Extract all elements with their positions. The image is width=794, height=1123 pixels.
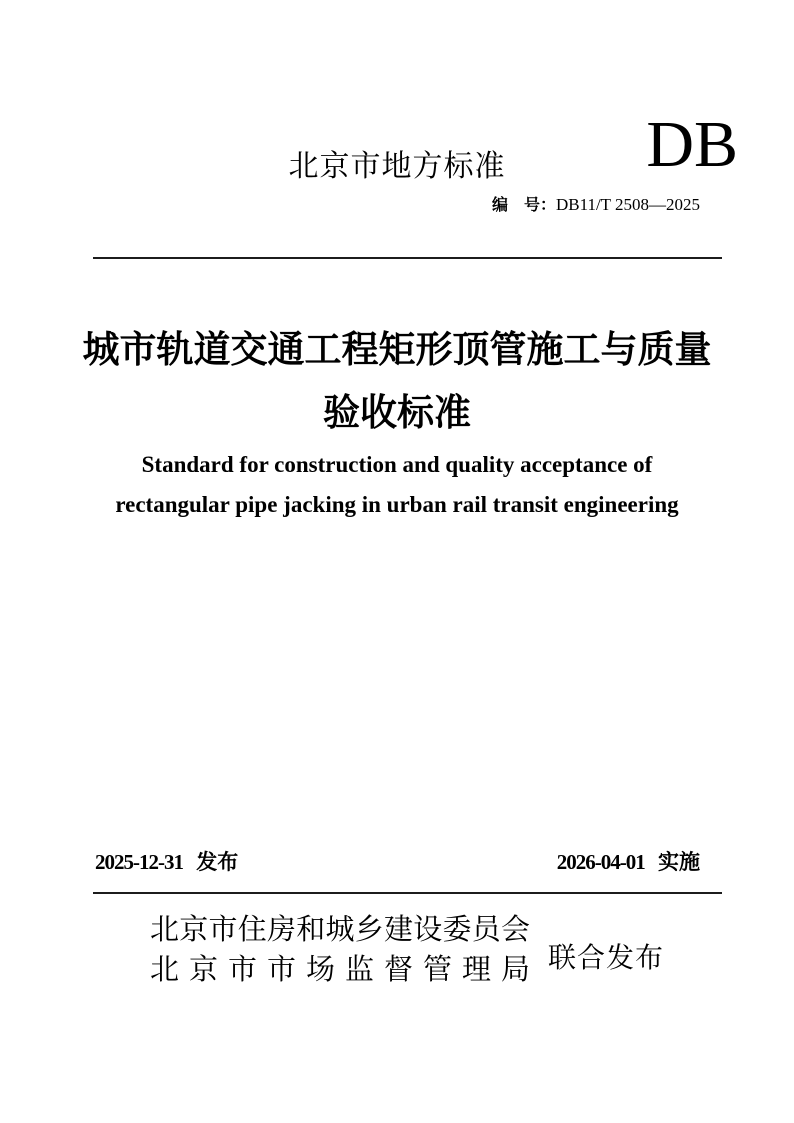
publisher-line1: 北京市住房和城乡建设委员会 bbox=[150, 914, 530, 946]
title-chinese-line1: 城市轨道交通工程矩形顶管施工与质量 bbox=[82, 329, 712, 370]
db-logo: DB bbox=[646, 108, 738, 181]
standard-number-label: 编 号： bbox=[491, 197, 556, 214]
title-english-line2: rectangular pipe jacking in urban rail transit engineering bbox=[115, 492, 679, 517]
issue-date-group bbox=[95, 846, 238, 876]
standard-type-heading: 北京市地方标准 bbox=[288, 150, 506, 183]
implement-date-value: 2026-04-01 bbox=[556, 850, 645, 874]
top-divider-rule bbox=[93, 257, 722, 259]
standard-number-value: DB11/T 2508—2025 bbox=[555, 195, 700, 214]
joint-issue-label: 联合发布 bbox=[548, 942, 665, 973]
issue-date-value: 2025-12-31 bbox=[95, 850, 183, 874]
implement-date-group bbox=[557, 846, 700, 876]
dates-row bbox=[95, 846, 700, 876]
bottom-divider-rule bbox=[93, 892, 722, 894]
title-english-line1: Standard for construction and quality acceptance of bbox=[141, 452, 653, 477]
publisher-line2: 北京市市场监督管理局 bbox=[150, 954, 530, 986]
publishers-block bbox=[150, 910, 530, 990]
implement-date-label: 实施 bbox=[658, 851, 700, 874]
title-chinese-line2: 验收标准 bbox=[323, 392, 471, 433]
issue-date-label: 发布 bbox=[196, 851, 239, 874]
standard-number-line bbox=[492, 192, 700, 215]
